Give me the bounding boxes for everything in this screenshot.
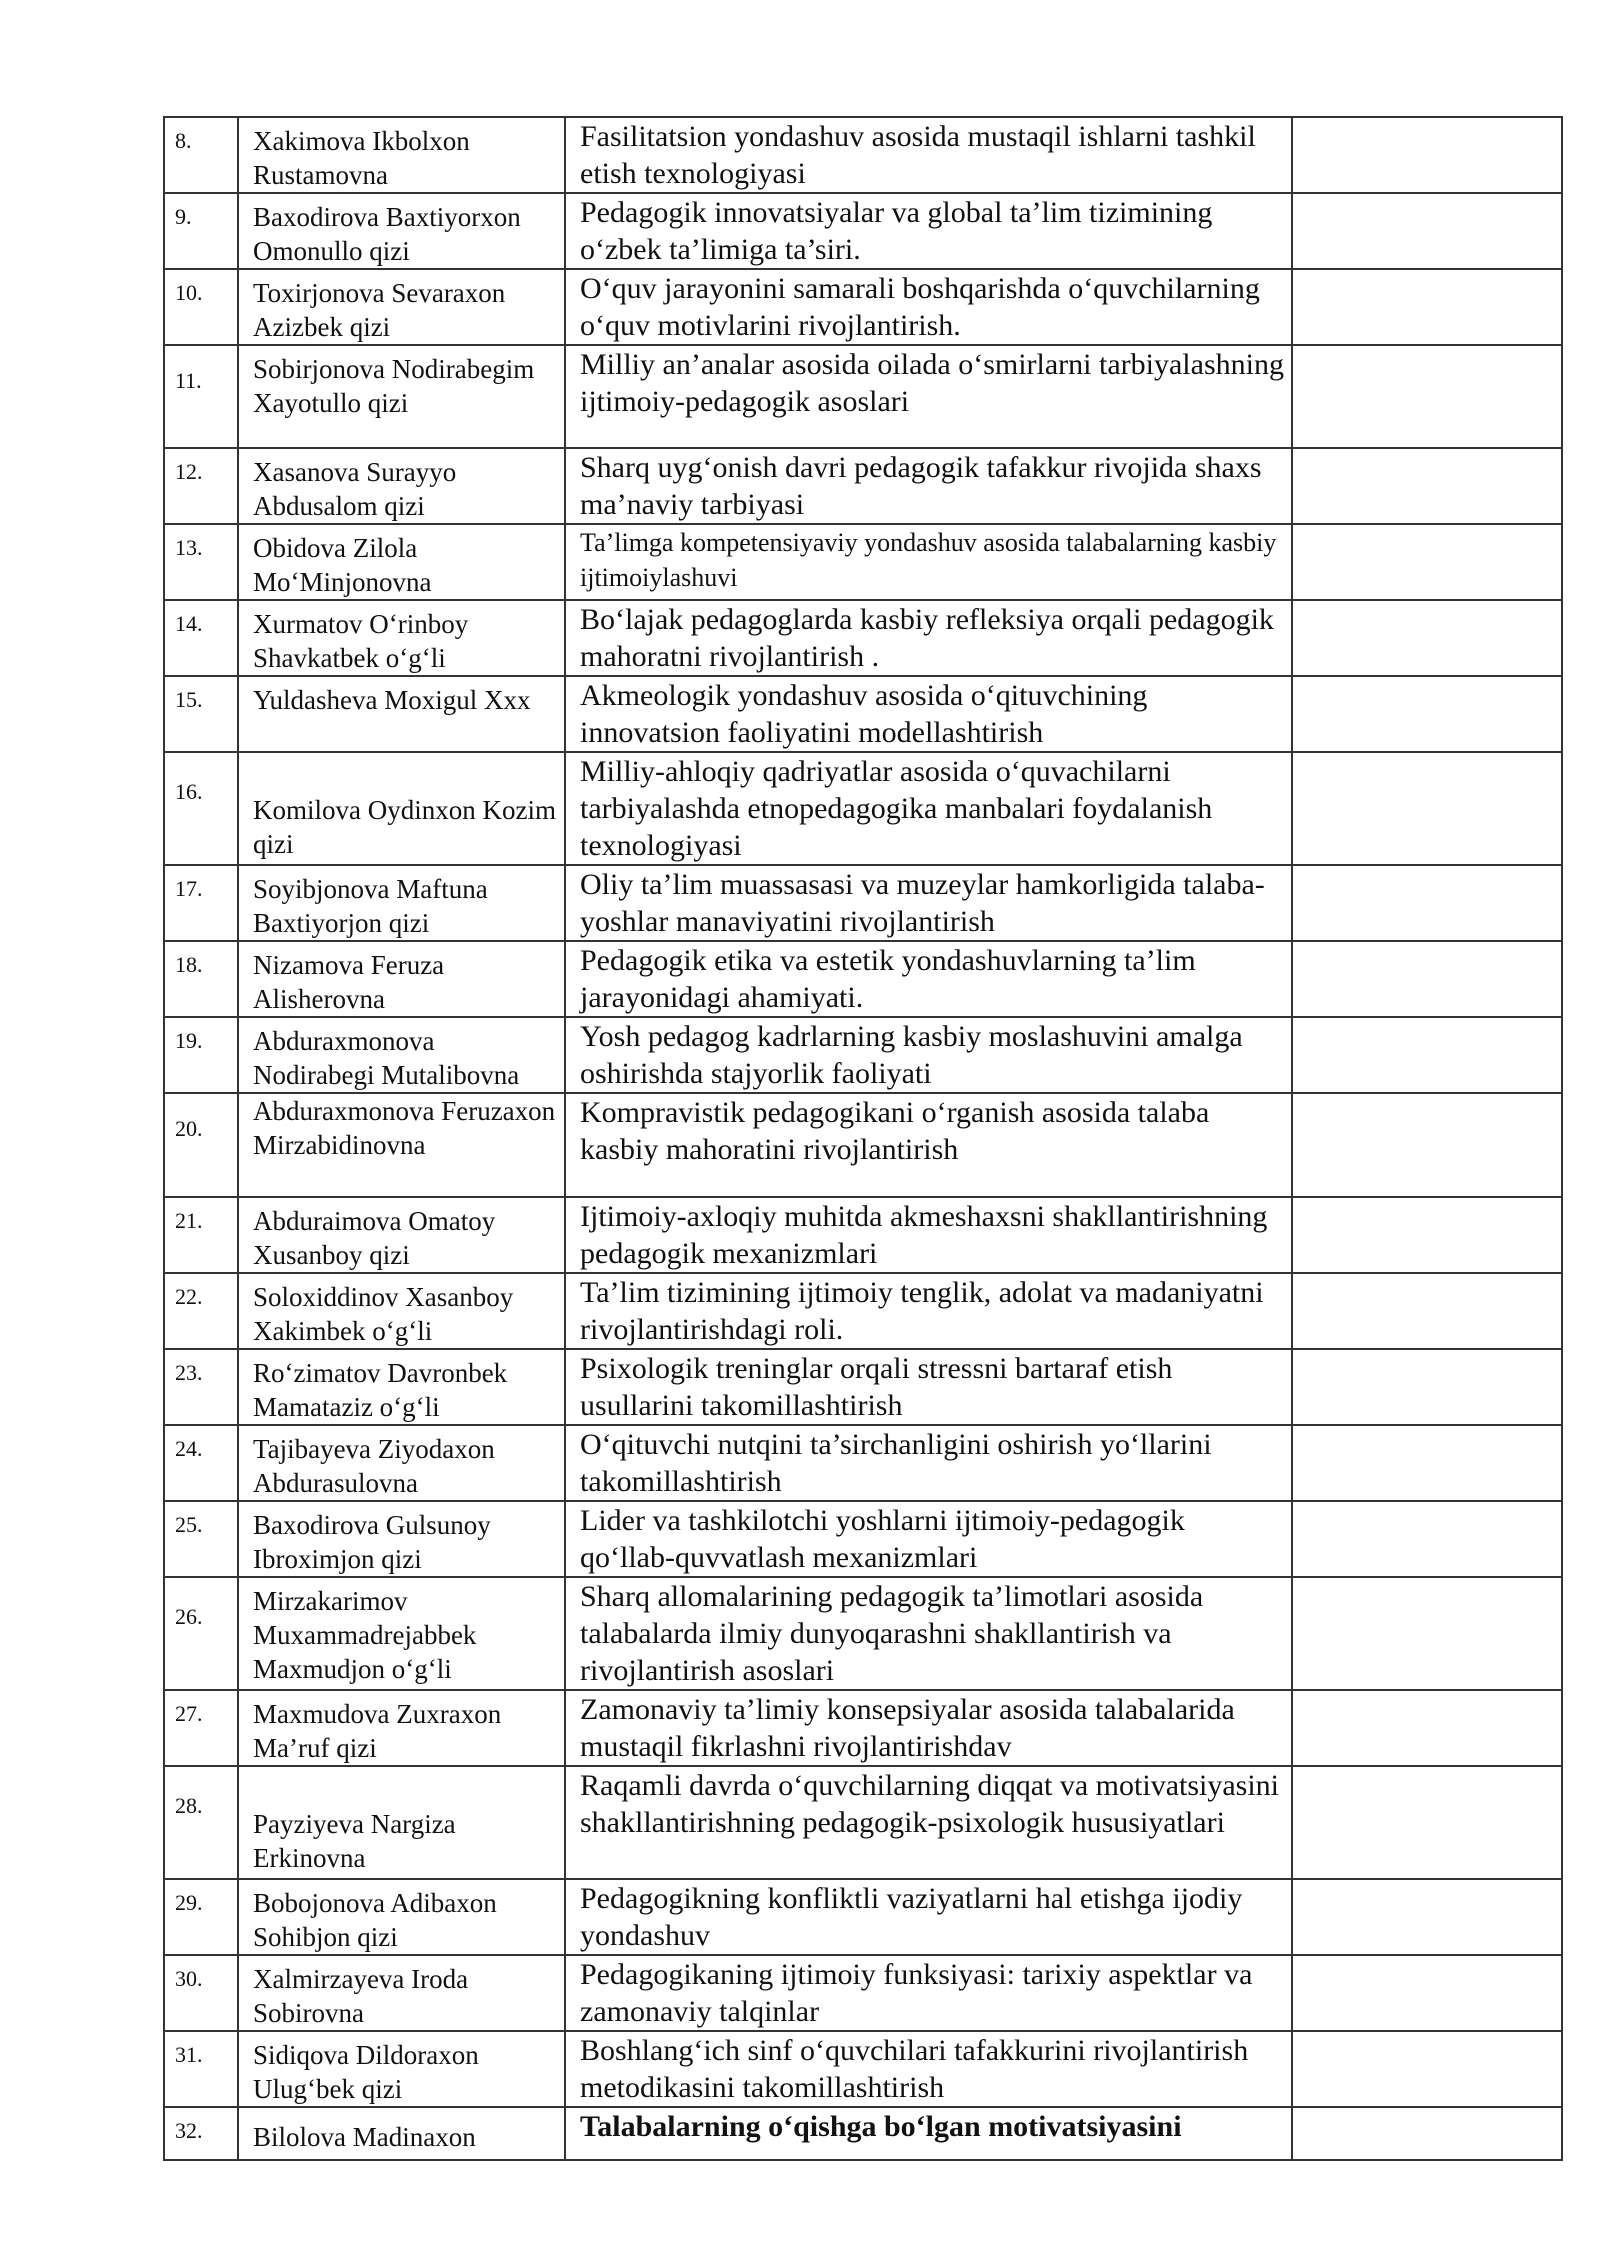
table-row bbox=[164, 2107, 1562, 2160]
empty-cell bbox=[1292, 1093, 1562, 1197]
research-topic: Boshlang‘ich sinf o‘quvchilari tafakkurini rivojlantirish metodikasini takomillashtirish bbox=[565, 2031, 1292, 2107]
row-number: 27. bbox=[164, 1690, 238, 1766]
research-topic: Ijtimoiy-axloqiy muhitda akmeshaxsni shakllantirishning pedagogik mexanizmlari bbox=[565, 1197, 1292, 1273]
table-row bbox=[164, 1349, 1562, 1425]
research-topic: Ta’limga kompetensiyaviy yondashuv asosida talabalarning kasbiy ijtimoiylashuvi bbox=[565, 524, 1292, 600]
row-number: 19. bbox=[164, 1017, 238, 1093]
research-topic: Bo‘lajak pedagoglarda kasbiy refleksiya orqali pedagogik mahoratni rivojlantirish . bbox=[565, 600, 1292, 676]
research-topic: Pedagogik etika va estetik yondashuvlarning ta’lim jarayonidagi ahamiyati. bbox=[565, 941, 1292, 1017]
research-topic: O‘quv jarayonini samarali boshqarishda o‘quvchilarning o‘quv motivlarini rivojlantirish. bbox=[565, 269, 1292, 345]
row-number: 20. bbox=[164, 1093, 238, 1197]
empty-cell bbox=[1292, 117, 1562, 193]
row-number: 28. bbox=[164, 1766, 238, 1879]
table-row bbox=[164, 1501, 1562, 1577]
row-number: 25. bbox=[164, 1501, 238, 1577]
research-topic: Pedagogikning konfliktli vaziyatlarni hal etishga ijodiy yondashuv bbox=[565, 1879, 1292, 1955]
research-topic: Pedagogik innovatsiyalar va global ta’lim tizimining o‘zbek ta’limiga ta’siri. bbox=[565, 193, 1292, 269]
research-topic: Psixologik treninglar orqali stressni bartaraf etish usullarini takomillashtirish bbox=[565, 1349, 1292, 1425]
table-row bbox=[164, 1017, 1562, 1093]
research-topic: Sharq allomalarining pedagogik ta’limotlari asosida talabalarda ilmiy dunyoqarashni shakllantirish va rivojlantirish asoslari bbox=[565, 1577, 1292, 1690]
table-row bbox=[164, 865, 1562, 941]
empty-cell bbox=[1292, 1425, 1562, 1501]
student-name: Xasanova Surayyo Abdusalom qizi bbox=[238, 448, 565, 524]
empty-cell bbox=[1292, 2107, 1562, 2160]
empty-cell bbox=[1292, 193, 1562, 269]
student-name: Payziyeva Nargiza Erkinovna bbox=[238, 1766, 565, 1879]
student-name: Abduraxmonova Feruzaxon Mirzabidinovna bbox=[238, 1093, 565, 1197]
table-row bbox=[164, 269, 1562, 345]
row-number: 26. bbox=[164, 1577, 238, 1690]
student-name: Nizamova Feruza Alisherovna bbox=[238, 941, 565, 1017]
empty-cell bbox=[1292, 941, 1562, 1017]
row-number: 17. bbox=[164, 865, 238, 941]
table-row bbox=[164, 941, 1562, 1017]
student-name: Soyibjonova Maftuna Baxtiyorjon qizi bbox=[238, 865, 565, 941]
table-row bbox=[164, 600, 1562, 676]
research-topic: Lider va tashkilotchi yoshlarni ijtimoiy-pedagogik qo‘llab-quvvatlash mexanizmlari bbox=[565, 1501, 1292, 1577]
table-row bbox=[164, 448, 1562, 524]
topics-table bbox=[163, 116, 1563, 2161]
research-topic: Milliy-ahloqiy qadriyatlar asosida o‘quvachilarni tarbiyalashda etnopedagogika manbalari foydalanish texnologiyasi bbox=[565, 752, 1292, 865]
empty-cell bbox=[1292, 1577, 1562, 1690]
empty-cell bbox=[1292, 1197, 1562, 1273]
row-number: 29. bbox=[164, 1879, 238, 1955]
research-topic: Ta’lim tizimining ijtimoiy tenglik, adolat va madaniyatni rivojlantirishdagi roli. bbox=[565, 1273, 1292, 1349]
student-name: Baxodirova Baxtiyorxon Omonullo qizi bbox=[238, 193, 565, 269]
student-name: Sobirjonova Nodirabegim Xayotullo qizi bbox=[238, 345, 565, 448]
row-number: 14. bbox=[164, 600, 238, 676]
table-row bbox=[164, 1425, 1562, 1501]
student-name: Obidova Zilola Mo‘Minjonovna bbox=[238, 524, 565, 600]
research-topic: Oliy ta’lim muassasasi va muzeylar hamkorligida talaba-yoshlar manaviyatini rivojlantirish bbox=[565, 865, 1292, 941]
student-name: Xalmirzayeva Iroda Sobirovna bbox=[238, 1955, 565, 2031]
row-number: 12. bbox=[164, 448, 238, 524]
empty-cell bbox=[1292, 676, 1562, 752]
research-topic: Zamonaviy ta’limiy konsepsiyalar asosida talabalarida mustaqil fikrlashni rivojlantirishdav bbox=[565, 1690, 1292, 1766]
table-row bbox=[164, 1879, 1562, 1955]
student-name: Ro‘zimatov Davronbek Mamataziz o‘g‘li bbox=[238, 1349, 565, 1425]
research-topic: Sharq uyg‘onish davri pedagogik tafakkur rivojida shaxs ma’naviy tarbiyasi bbox=[565, 448, 1292, 524]
table-row bbox=[164, 676, 1562, 752]
table-row bbox=[164, 345, 1562, 448]
empty-cell bbox=[1292, 1766, 1562, 1879]
row-number: 18. bbox=[164, 941, 238, 1017]
table-row bbox=[164, 524, 1562, 600]
table-row bbox=[164, 1197, 1562, 1273]
student-name: Maxmudova Zuxraxon Ma’ruf qizi bbox=[238, 1690, 565, 1766]
table-row bbox=[164, 752, 1562, 865]
research-topic: Talabalarning o‘qishga bo‘lgan motivatsiyasini bbox=[565, 2107, 1292, 2160]
table-row bbox=[164, 1690, 1562, 1766]
research-topic: Pedagogikaning ijtimoiy funksiyasi: tarixiy aspektlar va zamonaviy talqinlar bbox=[565, 1955, 1292, 2031]
empty-cell bbox=[1292, 1690, 1562, 1766]
student-name: Xurmatov O‘rinboy Shavkatbek o‘g‘li bbox=[238, 600, 565, 676]
row-number: 11. bbox=[164, 345, 238, 448]
empty-cell bbox=[1292, 1955, 1562, 2031]
row-number: 23. bbox=[164, 1349, 238, 1425]
student-name: Bobojonova Adibaxon Sohibjon qizi bbox=[238, 1879, 565, 1955]
student-name: Abduraimova Omatoy Xusanboy qizi bbox=[238, 1197, 565, 1273]
empty-cell bbox=[1292, 752, 1562, 865]
table-row bbox=[164, 193, 1562, 269]
student-name: Baxodirova Gulsunoy Ibroximjon qizi bbox=[238, 1501, 565, 1577]
student-name: Mirzakarimov Muxammadrejabbek Maxmudjon o‘g‘li bbox=[238, 1577, 565, 1690]
table-row bbox=[164, 2031, 1562, 2107]
student-name: Sidiqova Dildoraxon Ulug‘bek qizi bbox=[238, 2031, 565, 2107]
empty-cell bbox=[1292, 524, 1562, 600]
research-topic: Yosh pedagog kadrlarning kasbiy moslashuvini amalga oshirishda stajyorlik faoliyati bbox=[565, 1017, 1292, 1093]
row-number: 16. bbox=[164, 752, 238, 865]
row-number: 8. bbox=[164, 117, 238, 193]
research-topic: Milliy an’analar asosida oilada o‘smirlarni tarbiyalashning ijtimoiy-pedagogik asoslari bbox=[565, 345, 1292, 448]
research-topic: O‘qituvchi nutqini ta’sirchanligini oshirish yo‘llarini takomillashtirish bbox=[565, 1425, 1292, 1501]
empty-cell bbox=[1292, 448, 1562, 524]
row-number: 10. bbox=[164, 269, 238, 345]
row-number: 32. bbox=[164, 2107, 238, 2160]
student-name: Abduraxmonova Nodirabegi Mutalibovna bbox=[238, 1017, 565, 1093]
student-name: Toxirjonova Sevaraxon Azizbek qizi bbox=[238, 269, 565, 345]
row-number: 22. bbox=[164, 1273, 238, 1349]
row-number: 24. bbox=[164, 1425, 238, 1501]
student-name: Xakimova Ikbolxon Rustamovna bbox=[238, 117, 565, 193]
row-number: 21. bbox=[164, 1197, 238, 1273]
empty-cell bbox=[1292, 345, 1562, 448]
student-name: Soloxiddinov Xasanboy Xakimbek o‘g‘li bbox=[238, 1273, 565, 1349]
empty-cell bbox=[1292, 2031, 1562, 2107]
table-row bbox=[164, 117, 1562, 193]
row-number: 31. bbox=[164, 2031, 238, 2107]
student-name: Tajibayeva Ziyodaxon Abdurasulovna bbox=[238, 1425, 565, 1501]
table-row bbox=[164, 1955, 1562, 2031]
row-number: 9. bbox=[164, 193, 238, 269]
table-row bbox=[164, 1577, 1562, 1690]
empty-cell bbox=[1292, 865, 1562, 941]
research-topic: Kompravistik pedagogikani o‘rganish asosida talaba kasbiy mahoratini rivojlantirish bbox=[565, 1093, 1292, 1197]
empty-cell bbox=[1292, 1501, 1562, 1577]
student-name: Bilolova Madinaxon bbox=[238, 2107, 565, 2160]
research-topic: Akmeologik yondashuv asosida o‘qituvchining innovatsion faoliyatini modellashtirish bbox=[565, 676, 1292, 752]
row-number: 30. bbox=[164, 1955, 238, 2031]
student-name: Yuldasheva Moxigul Xxx bbox=[238, 676, 565, 752]
empty-cell bbox=[1292, 1273, 1562, 1349]
table-row bbox=[164, 1093, 1562, 1197]
empty-cell bbox=[1292, 269, 1562, 345]
empty-cell bbox=[1292, 1017, 1562, 1093]
empty-cell bbox=[1292, 600, 1562, 676]
table-row bbox=[164, 1273, 1562, 1349]
row-number: 13. bbox=[164, 524, 238, 600]
research-topic: Fasilitatsion yondashuv asosida mustaqil ishlarni tashkil etish texnologiyasi bbox=[565, 117, 1292, 193]
research-topic: Raqamli davrda o‘quvchilarning diqqat va motivatsiyasini shakllantirishning pedagogik-psixologik hususiyatlari bbox=[565, 1766, 1292, 1879]
row-number: 15. bbox=[164, 676, 238, 752]
student-name: Komilova Oydinxon Kozim qizi bbox=[238, 752, 565, 865]
empty-cell bbox=[1292, 1349, 1562, 1425]
table-row bbox=[164, 1766, 1562, 1879]
empty-cell bbox=[1292, 1879, 1562, 1955]
